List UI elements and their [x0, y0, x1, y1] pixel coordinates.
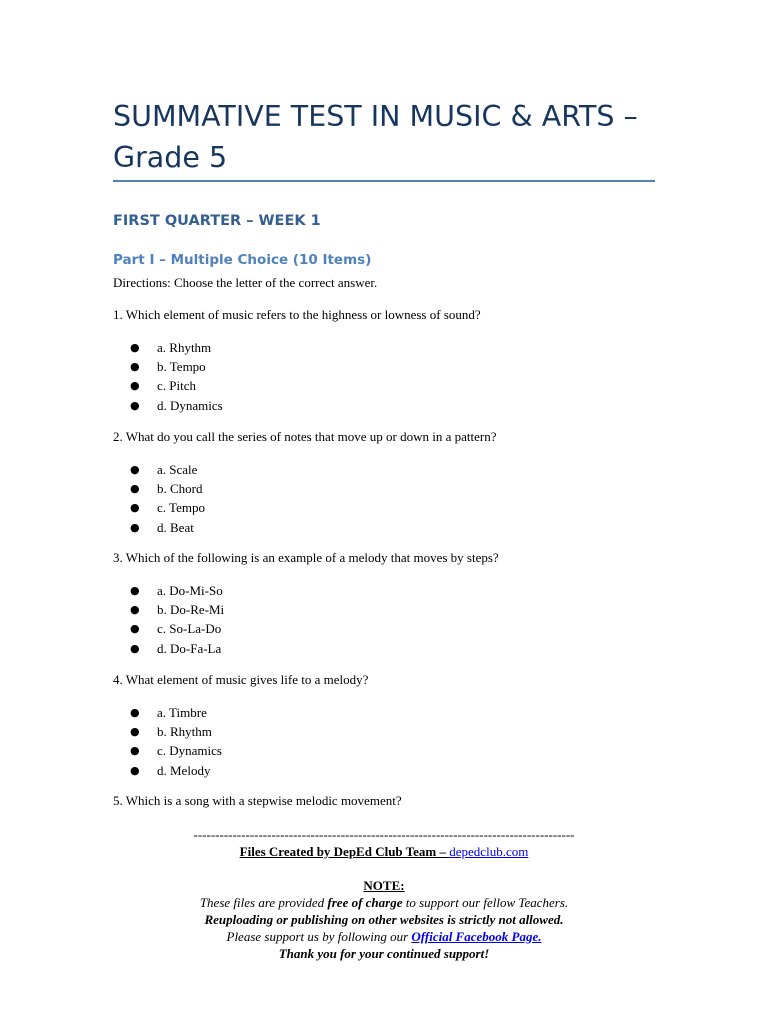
bullet-icon: ●: [130, 706, 140, 719]
question-3-options: [130, 581, 224, 658]
bullet-icon: ●: [130, 641, 140, 655]
option-item: [130, 722, 222, 741]
option-text: a. Scale: [157, 462, 198, 477]
option-text: a. Do-Mi-So: [157, 583, 223, 598]
option-item: [130, 376, 223, 395]
option-item: [130, 581, 224, 600]
footer-separator: ----------------------------------------------------------------------------------------: [193, 827, 575, 842]
bullet-icon: ●: [130, 520, 140, 534]
option-text: b. Do-Re-Mi: [157, 602, 225, 618]
question-1: 1. Which element of music refers to the highness or lowness of sound?: [113, 307, 481, 322]
line1-pre: These files are provided: [199, 895, 328, 910]
option-text: a. Timbre: [157, 705, 207, 720]
option-item: [130, 460, 205, 479]
line4-text: Thank you for your continued support!: [278, 946, 490, 961]
option-text: d. Do-Fa-La: [157, 640, 222, 656]
depedclub-link[interactable]: depedclub.com: [449, 844, 529, 859]
question-4: 4. What element of music gives life to a melody?: [113, 672, 369, 687]
bullet-icon: ●: [130, 501, 140, 515]
part-heading: Part I – Multiple Choice (10 Items): [113, 252, 372, 268]
directions-text: Directions: Choose the letter of the correct answer.: [113, 275, 378, 290]
facebook-page-link[interactable]: Official Facebook Page.: [411, 929, 542, 944]
credit-text: Files Created by DepEd Club Team –: [239, 844, 450, 859]
option-text: d. Melody: [157, 762, 211, 778]
footer-line-1: [113, 894, 655, 911]
footer-line-3: [113, 928, 655, 945]
question-1-options: [130, 338, 223, 415]
question-2: 2. What do you call the series of notes that move up or down in a pattern?: [113, 429, 497, 444]
bullet-icon: ●: [130, 379, 140, 393]
line1-bold: free of charge: [327, 895, 403, 910]
bullet-icon: ●: [130, 398, 140, 412]
bullet-icon: ●: [130, 603, 140, 617]
question-5: 5. Which is a song with a stepwise melodic movement?: [113, 793, 402, 808]
bullet-icon: ●: [130, 341, 140, 354]
footer-credit: [113, 843, 655, 860]
note-label-text: NOTE:: [363, 878, 405, 893]
line1-post: to support our fellow Teachers.: [402, 895, 569, 910]
option-item: [130, 703, 222, 722]
document-title: SUMMATIVE TEST IN MUSIC & ARTS – Grade 5: [113, 100, 638, 174]
option-item: [130, 741, 222, 760]
line3-pre: Please support us by following our: [226, 929, 412, 944]
bullet-icon: ●: [130, 622, 140, 636]
option-text: c. So-La-Do: [157, 621, 222, 637]
option-text: d. Dynamics: [157, 397, 223, 413]
bullet-icon: ●: [130, 725, 140, 739]
option-item: [130, 619, 224, 638]
bullet-icon: ●: [130, 744, 140, 758]
option-item: [130, 396, 223, 415]
option-item: [130, 761, 222, 780]
footer-line-4: [113, 945, 655, 962]
option-text: b. Chord: [157, 481, 203, 497]
option-item: [130, 600, 224, 619]
bullet-icon: ●: [130, 584, 140, 597]
footer-line-2: [113, 911, 655, 928]
option-text: c. Pitch: [157, 378, 196, 394]
option-item: [130, 338, 223, 357]
question-3: 3. Which of the following is an example of a melody that moves by steps?: [113, 550, 499, 565]
question-4-options: [130, 703, 222, 780]
option-item: [130, 639, 224, 658]
title-underline-rule: [113, 180, 655, 182]
line2-text: Reuploading or publishing on other websites is strictly not allowed.: [204, 912, 564, 927]
option-item: [130, 357, 223, 376]
bullet-icon: ●: [130, 482, 140, 496]
question-2-options: [130, 460, 205, 537]
option-item: [130, 479, 205, 498]
spacer: [113, 860, 655, 877]
option-item: [130, 498, 205, 517]
option-text: a. Rhythm: [157, 340, 212, 355]
option-text: b. Tempo: [157, 359, 206, 375]
option-text: c. Dynamics: [157, 743, 222, 759]
quarter-heading: FIRST QUARTER – WEEK 1: [113, 213, 321, 229]
note-label: [113, 877, 655, 894]
bullet-icon: ●: [130, 463, 140, 476]
option-item: [130, 518, 205, 537]
bullet-icon: ●: [130, 360, 140, 374]
option-text: b. Rhythm: [157, 724, 212, 740]
option-text: c. Tempo: [157, 500, 205, 516]
bullet-icon: ●: [130, 763, 140, 777]
footer-notice: [113, 826, 655, 962]
option-text: d. Beat: [157, 519, 194, 535]
